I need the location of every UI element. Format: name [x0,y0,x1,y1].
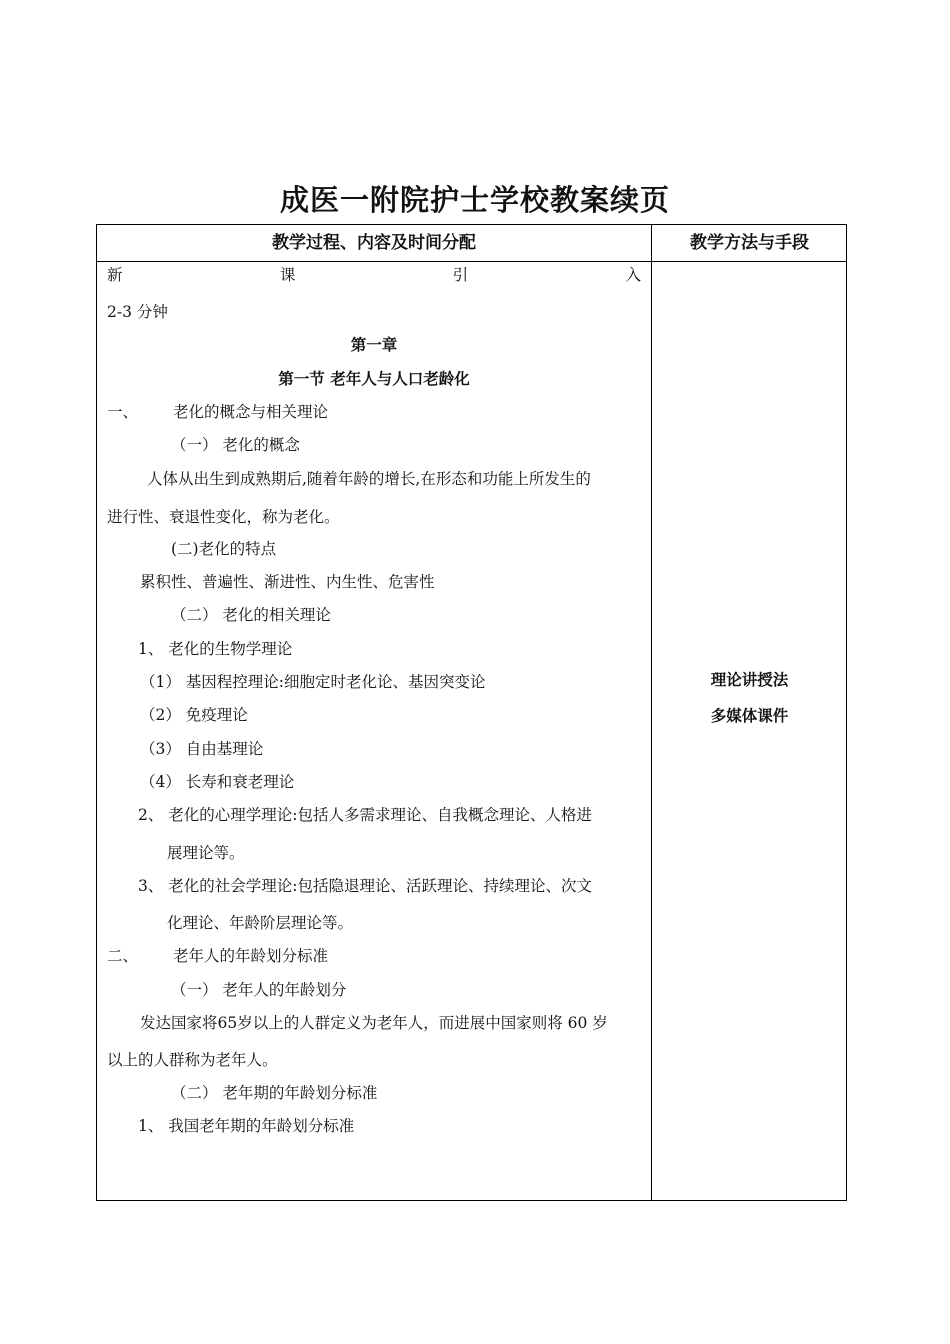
numbered-item: 2、 老化的心理学理论:包括人多需求理论、自我概念理论、人格进 [138,806,593,824]
intro-char: 新 [107,266,123,284]
section-heading: 第一节 老年人与人口老龄化 [278,370,470,388]
intro-char: 引 [452,266,469,284]
method-column-header: 教学方法与手段 [690,233,809,253]
heading-2-number: 二、 [107,947,139,965]
teaching-method-lecture: 理论讲授法 [710,671,789,689]
subheading: (二)老化的特点 [171,540,277,558]
numbered-item: 3、 老化的社会学理论:包括隐退理论、活跃理论、持续理论、次文 [138,877,593,895]
header-divider [97,261,846,262]
bullet-item: （1） 基因程控理论:细胞定时老化论、基因突变论 [140,673,486,691]
numbered-item: 1、 我国老年期的年龄划分标准 [138,1117,355,1135]
bullet-item: （3） 自由基理论 [140,740,264,758]
numbered-item-continuation: 展理论等。 [167,844,245,862]
paragraph-line: 累积性、普遍性、渐进性、内生性、危害性 [140,573,435,591]
numbered-item-continuation: 化理论、年龄阶层理论等。 [167,914,354,932]
numbered-item: 1、 老化的生物学理论 [138,640,293,658]
heading-1-text: 老化的概念与相关理论 [173,403,329,421]
subheading: （二） 老化的相关理论 [171,606,331,624]
heading-1-number: 一、 [107,403,139,421]
subheading: （一） 老化的概念 [171,436,300,454]
paragraph-line: 人体从出生到成熟期后,随着年龄的增长,在形态和功能上所发生的 [147,470,591,488]
subheading: （二） 老年期的年龄划分标准 [171,1084,378,1102]
intro-char: 入 [625,266,641,284]
teaching-method-multimedia: 多媒体课件 [710,707,789,725]
subheading: （一） 老年人的年龄划分 [171,981,347,999]
intro-line [107,265,641,285]
paragraph-line: 以上的人群称为老年人。 [107,1051,278,1069]
paragraph-line: 进行性、衰退性变化，称为老化。 [107,508,340,526]
chapter-heading: 第一章 [350,336,398,354]
time-allocation: 2-3 分钟 [107,303,168,321]
heading-2-text: 老年人的年龄划分标准 [173,947,329,965]
bullet-item: （4） 长寿和衰老理论 [140,773,295,791]
bullet-item: （2） 免疫理论 [140,706,248,724]
document-title: 成医一附院护士学校教案续页 [279,183,670,217]
intro-char: 课 [279,266,296,284]
content-column-header: 教学过程、内容及时间分配 [272,233,476,253]
paragraph-line: 发达国家将65岁以上的人群定义为老年人，而进展中国家则将 60 岁 [140,1014,608,1032]
lesson-table [96,224,847,1201]
